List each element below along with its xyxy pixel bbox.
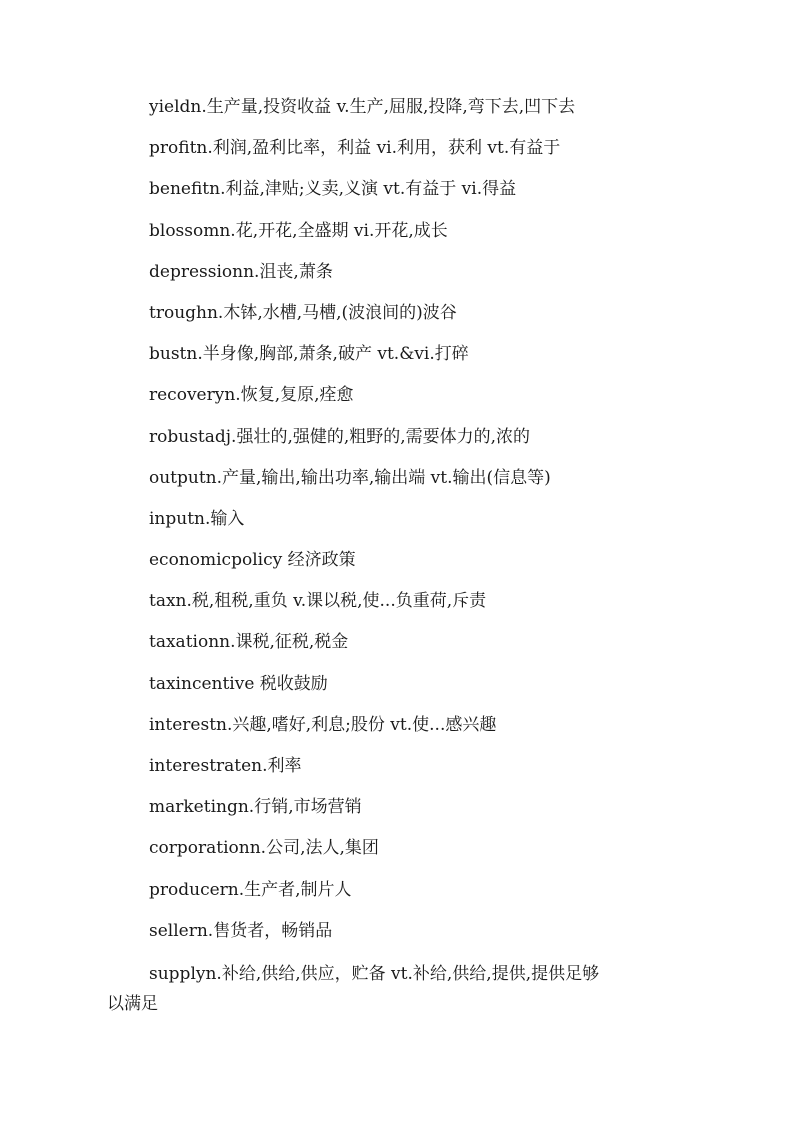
entry-text: outputn.产量,输出,输出功率,输出端 vt.输出(信息等) — [149, 467, 551, 488]
list-item — [149, 465, 689, 506]
list-item — [149, 94, 689, 135]
entry-text: recoveryn.恢复,复原,痊愈 — [149, 385, 354, 406]
list-item — [149, 918, 689, 959]
entry-text: interestn.兴趣,嗜好,利息;股份 vt.使...感兴趣 — [149, 714, 497, 735]
entry-text-line2: 以满足 — [107, 993, 158, 1014]
entry-text — [107, 959, 654, 1019]
list-item — [149, 341, 689, 382]
entry-text: bustn.半身像,胸部,萧条,破产 vt.&vi.打碎 — [149, 344, 469, 365]
list-item — [149, 629, 689, 670]
list-item — [149, 424, 689, 465]
entry-text: yieldn.生产量,投资收益 v.生产,屈服,投降,弯下去,凹下去 — [149, 97, 576, 117]
list-item — [149, 300, 689, 341]
list-item — [107, 959, 689, 1019]
entry-text-line1: supplyn.补给,供给,供应，贮备 vt.补给,供给,提供,提供足够 — [149, 963, 600, 984]
list-item — [149, 877, 689, 918]
entry-text: blossomn.花,开花,全盛期 vi.开花,成长 — [149, 220, 448, 241]
list-item — [149, 671, 689, 712]
entry-text: taxincentive 税收鼓励 — [149, 673, 328, 694]
list-item — [149, 835, 689, 876]
list-item — [149, 506, 689, 547]
list-item — [149, 588, 689, 629]
list-item — [149, 753, 689, 794]
vocabulary-list — [107, 94, 689, 1019]
list-item — [149, 135, 689, 176]
list-item — [149, 794, 689, 835]
list-item — [149, 547, 689, 588]
entry-text: benefitn.利益,津贴;义卖,义演 vt.有益于 vi.得益 — [149, 179, 517, 200]
entry-text: taxationn.课税,征税,税金 — [149, 632, 349, 653]
list-item — [149, 382, 689, 423]
entry-text: interestraten.利率 — [149, 756, 302, 776]
entry-text: economicpolicy 经济政策 — [149, 550, 356, 571]
entry-text: troughn.木钵,水槽,马槽,(波浪间的)波谷 — [149, 302, 457, 323]
entry-text: taxn.税,租税,重负 v.课以税,使...负重荷,斥责 — [149, 591, 487, 612]
list-item — [149, 176, 689, 217]
entry-text: producern.生产者,制片人 — [149, 879, 352, 900]
entry-text: depressionn.沮丧,萧条 — [149, 261, 333, 282]
entry-text: sellern.售货者，畅销品 — [149, 920, 333, 941]
entry-text: marketingn.行销,市场营销 — [149, 797, 362, 818]
entry-text: profitn.利润,盈利比率，利益 vi.利用，获利 vt.有益于 — [149, 138, 561, 159]
entry-text: robustadj.强壮的,强健的,粗野的,需要体力的,浓的 — [149, 426, 531, 447]
list-item — [149, 259, 689, 300]
entry-text: inputn.输入 — [149, 508, 245, 529]
list-item — [149, 218, 689, 259]
list-item — [149, 712, 689, 753]
entry-text: corporationn.公司,法人,集团 — [149, 838, 379, 859]
